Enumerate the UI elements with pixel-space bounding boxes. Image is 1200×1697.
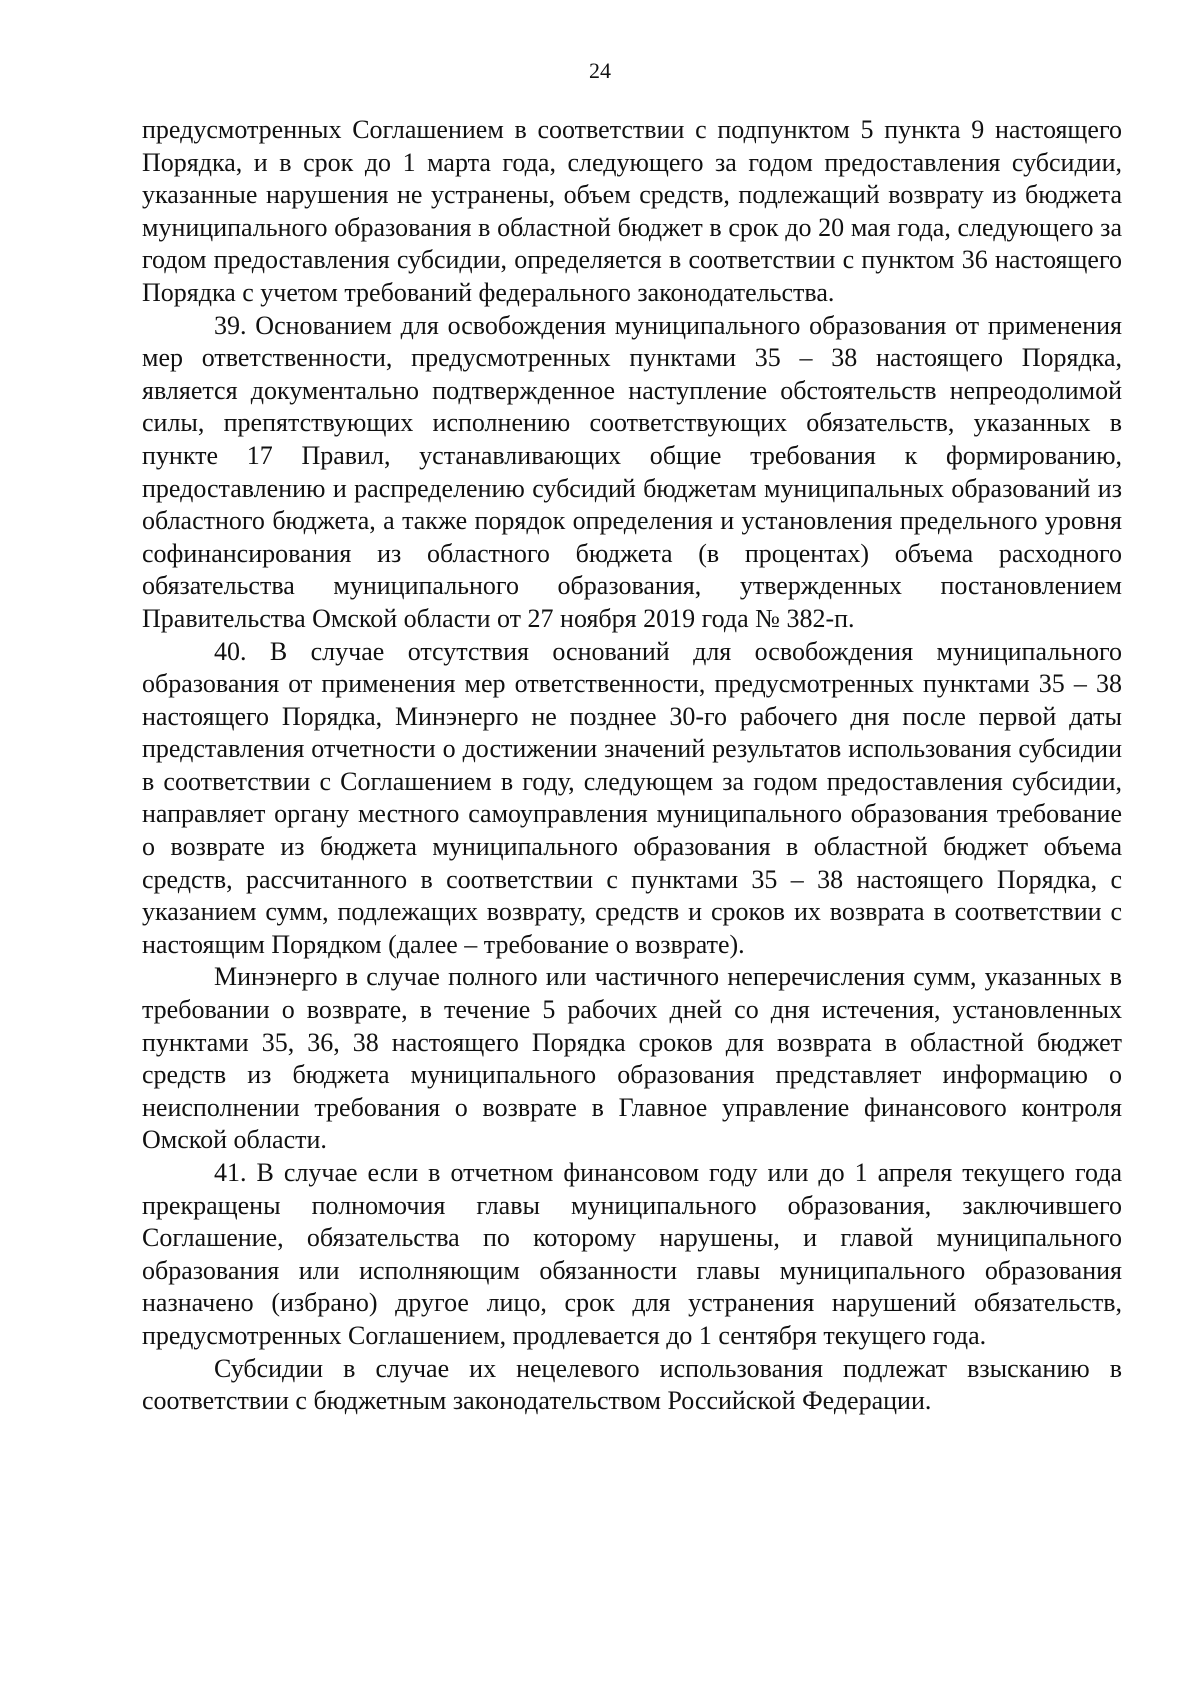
document-body <box>142 114 1122 1418</box>
paragraph-41-part-2: Субсидии в случае их нецелевого использования подлежат взысканию в соответствии с бюджетным законодательством Российской Федерации. <box>142 1353 1122 1416</box>
paragraph-41: 41. В случае если в отчетном финансовом году или до 1 апреля текущего года прекращены полномочия главы муниципального образования, заключившего Соглашение, обязательства по которому нарушены, и главой муниципального образования или исполняющим обязанности главы муниципального образования назначено (избрано) другое лицо, срок для устранения нарушений обязательств, предусмотренных Соглашением, продлевается до 1 сентября текущего года. <box>142 1158 1122 1350</box>
paragraph-39: 39. Основанием для освобождения муниципального образования от применения мер ответственности, предусмотренных пунктами 35 – 38 настоящего Порядка, является документально подтвержденное наступление обстоятельств непреодолимой силы, препятствующих исполнению соответствующих обязательств, указанных в пункте 17 Правил, устанавливающих общие требования к формированию, предоставлению и распределению субсидий бюджетам муниципальных образований из областного бюджета, а также порядок определения и установления предельного уровня софинансирования из областного бюджета (в процентах) объема расходного обязательства муниципального образования, утвержденных постановлением Правительства Омской области от 27 ноября 2019 года № 382-п. <box>142 310 1122 633</box>
paragraph-40: 40. В случае отсутствия оснований для освобождения муниципального образования от применения мер ответственности, предусмотренных пунктами 35 – 38 настоящего Порядка, Минэнерго не позднее 30-го рабочего дня после первой даты представления отчетности о достижении значений результатов использования субсидии в соответствии с Соглашением в году, следующем за годом предоставления субсидии, направляет органу местного самоуправления муниципального образования требование о возврате из бюджета муниципального образования в областной бюджет объема средств, рассчитанного в соответствии с пунктами 35 – 38 настоящего Порядка, с указанием сумм, подлежащих возврату, средств и сроков их возврата в соответствии с настоящим Порядком (далее – требование о возврате). <box>142 636 1122 959</box>
page-number: 24 <box>589 58 611 83</box>
paragraph-40-part-2: Минэнерго в случае полного или частичного неперечисления сумм, указанных в требовании о возврате, в течение 5 рабочих дней со дня истечения, установленных пунктами 35, 36, 38 настоящего Порядка сроков для возврата в областной бюджет средств из бюджета муниципального образования представляет информацию о неисполнении требования о возврате в Главное управление финансового контроля Омской области. <box>142 962 1122 1155</box>
paragraph-continuation: предусмотренных Соглашением в соответствии с подпунктом 5 пункта 9 настоящего Порядка, и в срок до 1 марта года, следующего за годом предоставления субсидии, указанные нарушения не устранены, объем средств, подлежащий возврату из бюджета муниципального образования в областной бюджет в срок до 20 мая года, следующего за годом предоставления субсидии, определяется в соответствии с пунктом 36 настоящего Порядка с учетом требований федерального законодательства. <box>142 115 1122 307</box>
